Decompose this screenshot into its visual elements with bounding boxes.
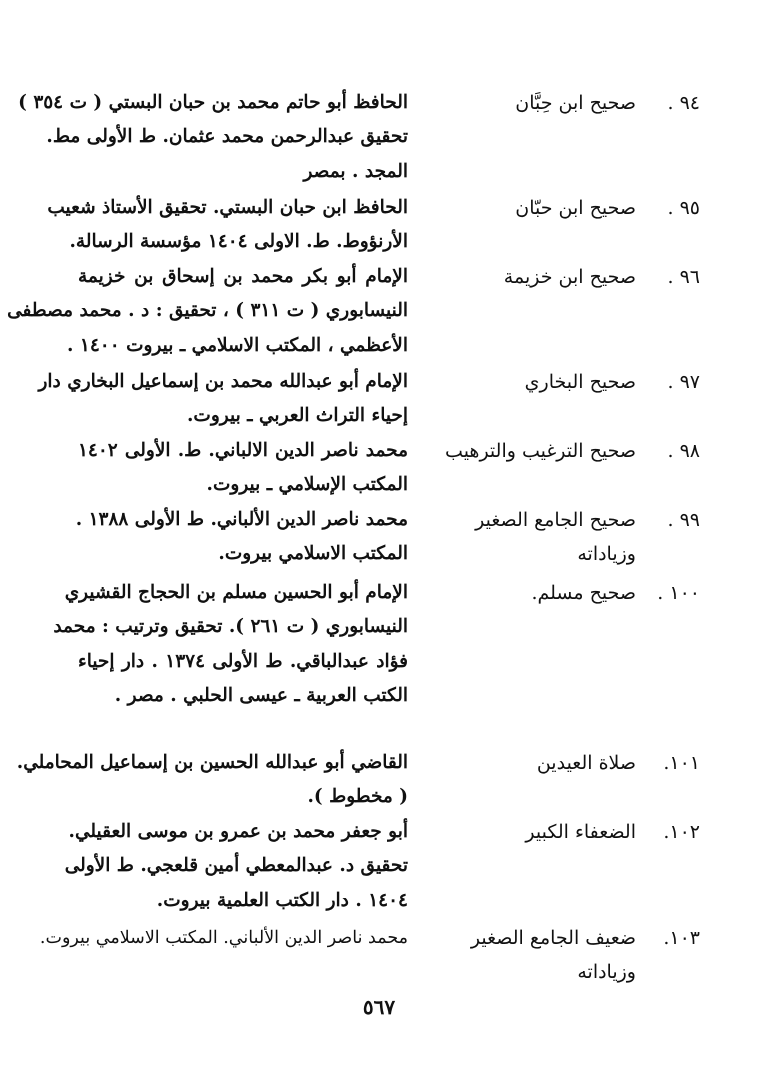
bibliography-entry-102 xyxy=(0,815,758,911)
entry-author xyxy=(64,815,408,918)
entry-author xyxy=(16,746,408,815)
entry-number: ٩٧ . xyxy=(667,371,700,393)
entry-title: الضعفاء الكبير xyxy=(525,821,636,843)
entry-title: ضعيف الجامع الصغير وزياداته xyxy=(470,927,636,983)
author-line: المجد . بمصر xyxy=(303,160,408,182)
author-line: الإمام أبو عبدالله محمد بن إسماعيل البخاري دار xyxy=(38,371,408,392)
entry-number: ٩٦ . xyxy=(667,266,700,288)
bibliography-entry-103 xyxy=(0,921,758,983)
entry-author xyxy=(78,434,408,503)
entry-number: ١٠٠ . xyxy=(657,582,700,604)
author-line: النيسابوري ( ت ٣١١ ) ، تحقيق : د . محمد مصطفى xyxy=(7,300,408,322)
author-line: فؤاد عبدالباقي. ط الأولى ١٣٧٤ . دار إحياء xyxy=(78,650,408,672)
author-line: الحافظ أبو حاتم محمد بن حبان البستي ( ت ٣٥٤ ) xyxy=(18,92,408,113)
author-line: الكتب العربية ـ عيسى الحلبي . مصر . xyxy=(114,684,408,706)
entry-number: ١٠١. xyxy=(663,752,700,774)
page-number: ٥٦٧ xyxy=(362,995,396,1019)
entry-title: صحيح الجامع الصغير وزياداته xyxy=(475,509,636,565)
bibliography-entry-99 xyxy=(0,503,758,565)
author-line: الحافظ ابن حبان البستي. تحقيق الأستاذ شعيب xyxy=(47,197,408,218)
entry-title: صحيح ابن حبّان xyxy=(515,197,636,219)
bibliography-entry-100 xyxy=(0,576,758,706)
bibliography-entry-97 xyxy=(0,365,758,427)
entry-number: ١٠٢. xyxy=(663,821,700,843)
entry-author xyxy=(53,576,408,713)
author-line: إحياء التراث العربي ـ بيروت. xyxy=(186,405,408,427)
entry-number: ٩٥ . xyxy=(667,197,700,219)
author-line: الأعظمي ، المكتب الاسلامي ـ بيروت ١٤٠٠ . xyxy=(67,334,408,356)
entry-number: ٩٩ . xyxy=(667,509,700,531)
author-line: القاضي أبو عبدالله الحسين بن إسماعيل المحاملي. xyxy=(16,752,408,773)
author-line: المكتب الاسلامي بيروت. xyxy=(218,543,408,565)
author-line: محمد ناصر الدين الألباني. ط الأولى ١٣٨٨ . xyxy=(75,509,408,530)
author-line: المكتب الإسلامي ـ بيروت. xyxy=(206,474,408,496)
entry-title: صحيح ابن حِبَّان xyxy=(515,92,636,114)
author-line: الإمام أبو بكر محمد بن إسحاق بن خزيمة xyxy=(78,266,408,287)
entry-title: صحيح مسلم. xyxy=(531,582,636,604)
bibliography-entry-96 xyxy=(0,260,758,356)
author-line: الإمام أبو الحسين مسلم بن الحجاج القشيري xyxy=(64,582,408,603)
entry-number: ٩٨ . xyxy=(667,440,700,462)
author-line: ( مخطوط ). xyxy=(307,786,408,808)
bibliography-entry-94 xyxy=(0,86,758,182)
bibliography-entry-95 xyxy=(0,191,758,253)
author-line: أبو جعفر محمد بن عمرو بن موسى العقيلي. xyxy=(68,821,408,842)
entry-author xyxy=(18,86,408,189)
entry-title: صلاة العيدين xyxy=(536,752,636,774)
entry-author xyxy=(75,503,408,572)
entry-author xyxy=(38,365,408,434)
author-line: محمد ناصر الدين الألباني. المكتب الاسلامي بيروت. xyxy=(39,928,408,948)
entry-title: صحيح الترغيب والترهيب xyxy=(445,440,636,462)
bibliography-entry-98 xyxy=(0,434,758,496)
author-line: تحقيق د. عبدالمعطي أمين قلعجي. ط الأولى xyxy=(64,855,408,877)
author-line: تحقيق عبدالرحمن محمد عثمان. ط الأولى مط. xyxy=(46,126,408,148)
author-line: ١٤٠٤ . دار الكتب العلمية بيروت. xyxy=(156,889,408,911)
author-line: النيسابوري ( ت ٢٦١ ). تحقيق وترتيب : محمد xyxy=(53,616,408,638)
entry-number: ٩٤ . xyxy=(667,92,700,114)
entry-title: صحيح ابن خزيمة xyxy=(503,266,636,288)
entry-author xyxy=(39,921,408,955)
author-line: الأرنؤوط. ط. الاولى ١٤٠٤ مؤسسة الرسالة. xyxy=(69,231,408,253)
entry-author xyxy=(47,191,408,260)
author-line: محمد ناصر الدين الالباني. ط. الأولى ١٤٠٢ xyxy=(78,440,408,461)
bibliography-entry-101 xyxy=(0,746,758,808)
entry-number: ١٠٣. xyxy=(663,927,700,949)
entry-title: صحيح البخاري xyxy=(524,371,636,393)
entry-author xyxy=(7,260,408,363)
